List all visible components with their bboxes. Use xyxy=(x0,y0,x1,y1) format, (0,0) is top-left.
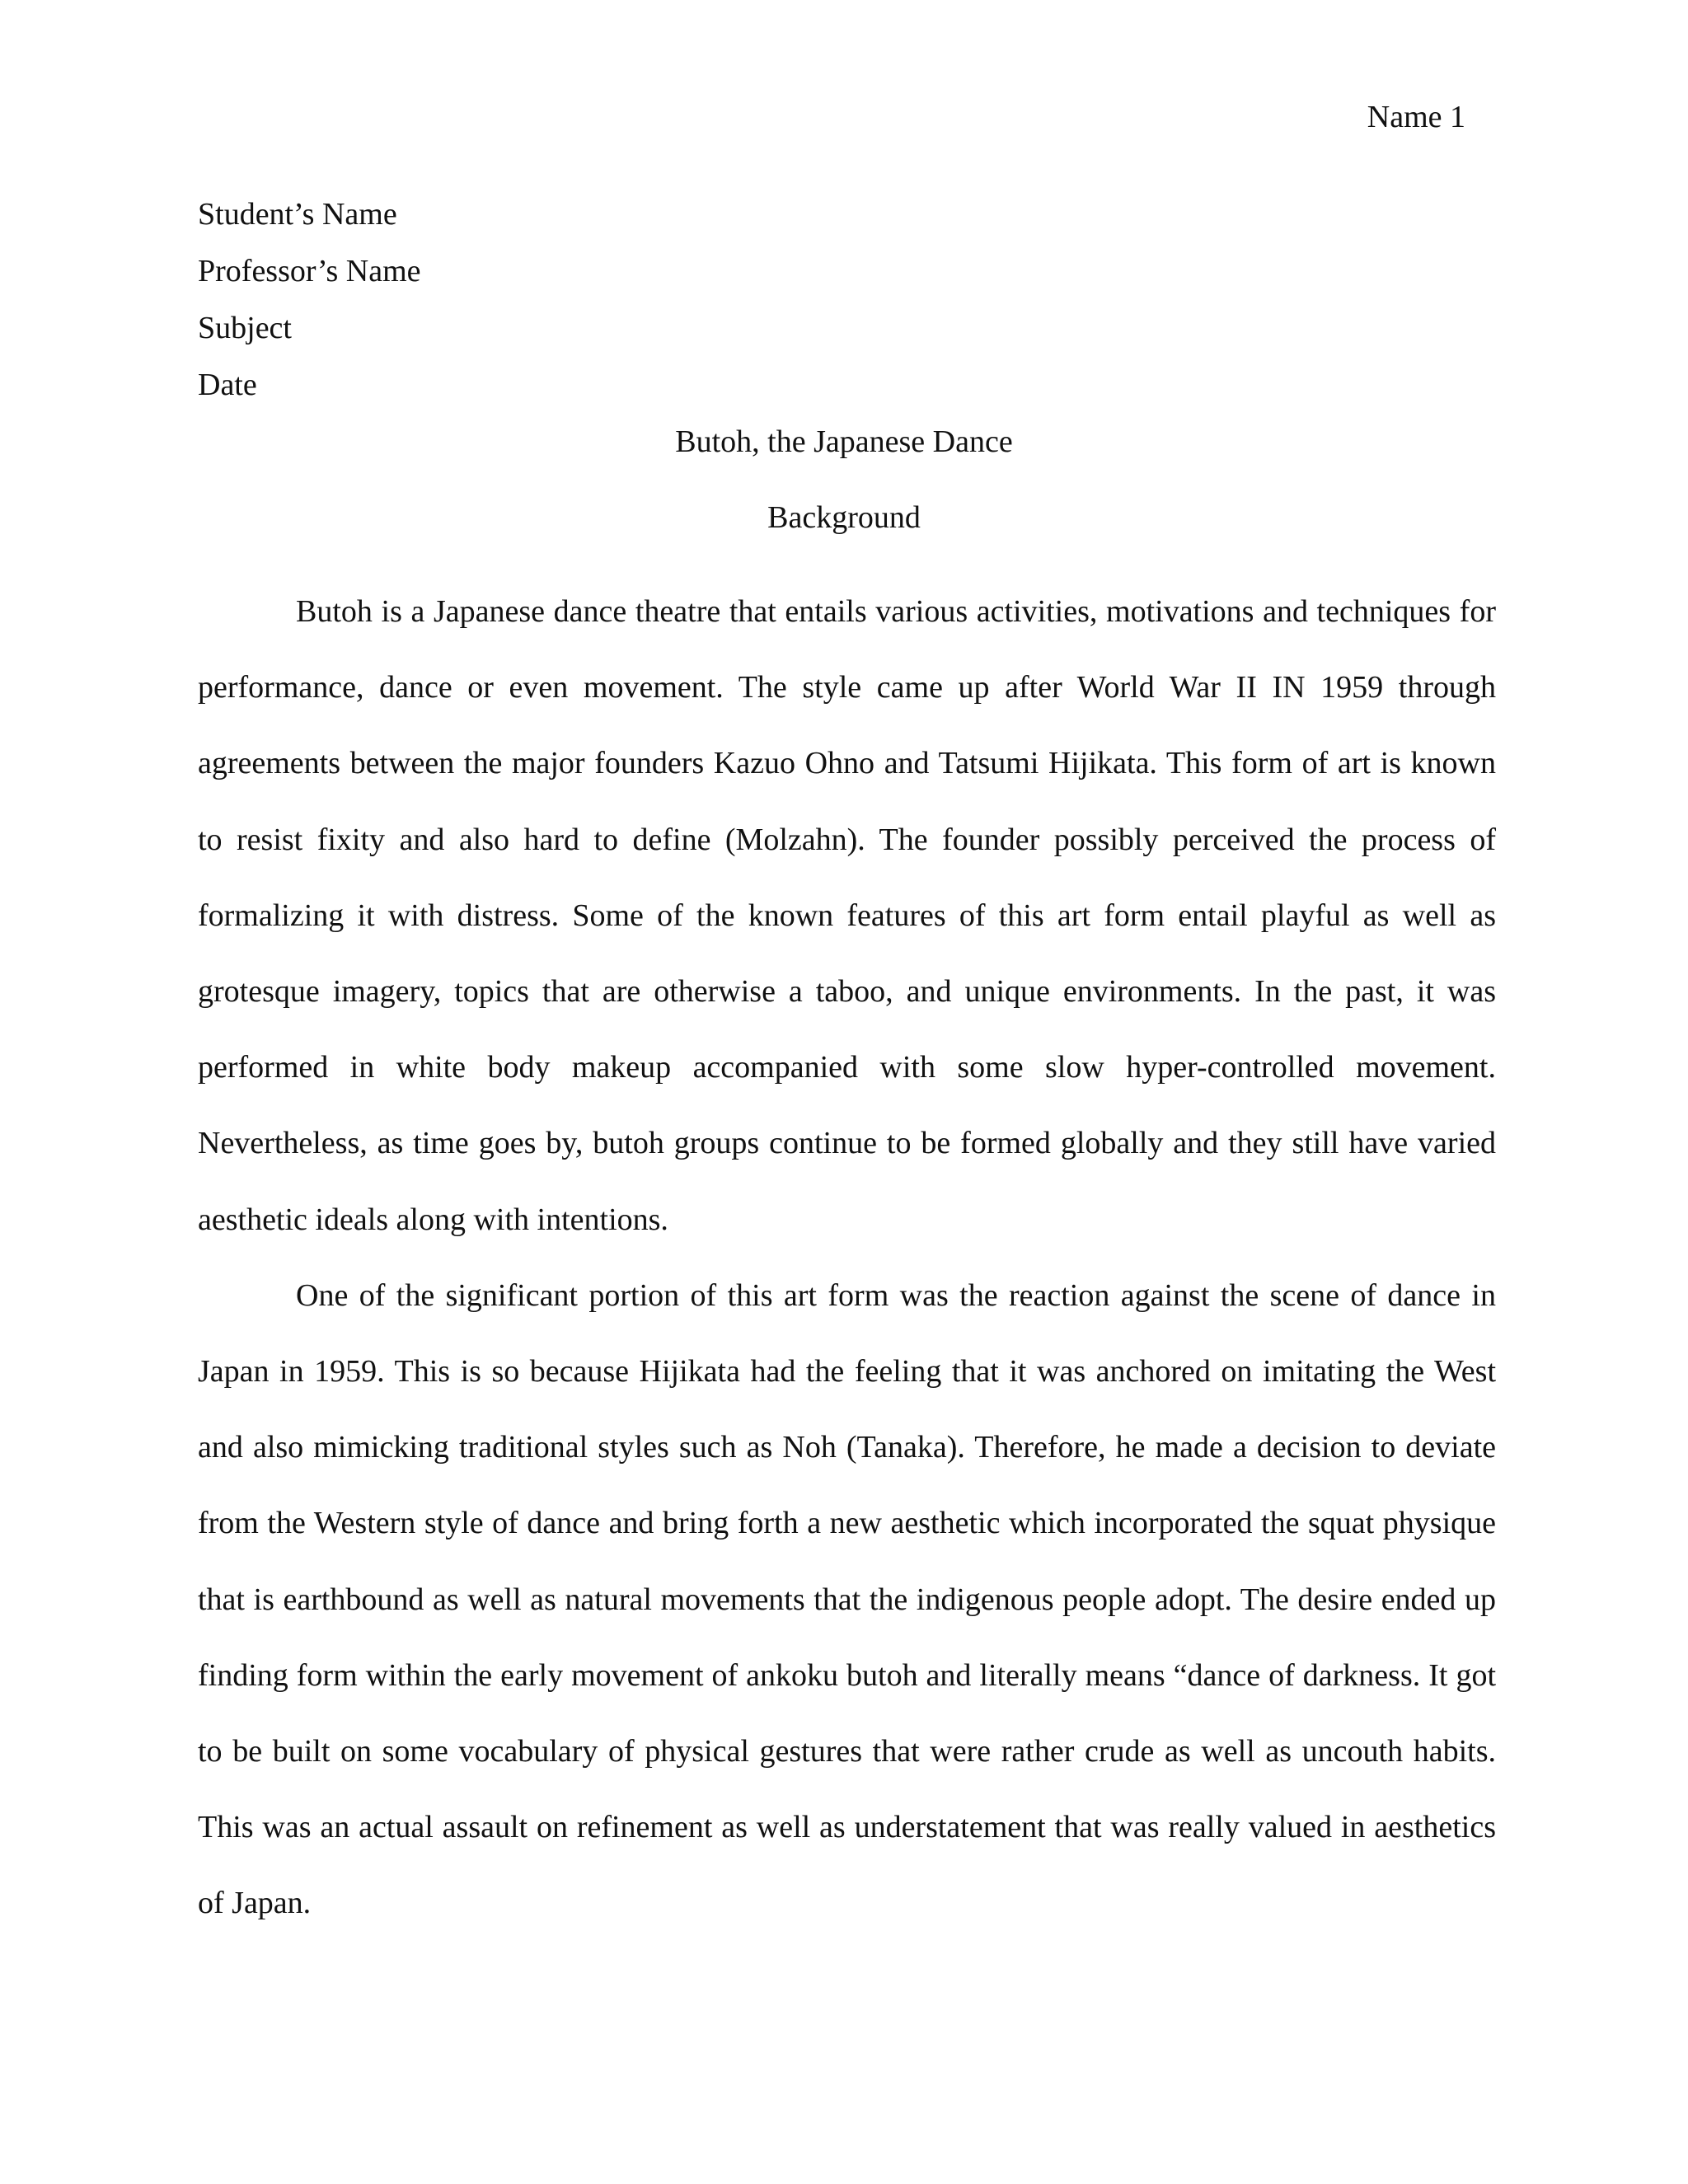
section-heading: Background xyxy=(767,500,921,535)
date: Date xyxy=(198,368,257,402)
professor-name: Professor’s Name xyxy=(198,254,421,288)
document-title: Butoh, the Japanese Dance xyxy=(675,424,1013,459)
body-text xyxy=(198,574,1496,1942)
student-name: Student’s Name xyxy=(198,197,397,232)
mla-heading xyxy=(198,194,1492,422)
running-head: Name 1 xyxy=(1367,100,1465,134)
paragraph: One of the significant portion of this art form was the reaction against the scene of dance in Japan in 1959. This is so because Hijikata had the feeling that it was anchored on imitating the West and also mimicking traditional styles such as Noh (Tanaka). Therefore, he made a decision to deviate from the Western style of dance and bring forth a new aesthetic which incorporated the squat physique that is earthbound as well as natural movements that the indigenous people adopt. The desire ended up finding form within the early movement of ankoku butoh and literally means “dance of darkness. It got to be built on some vocabulary of physical gestures that were rather crude as well as uncouth habits. This was an actual assault on refinement as well as understatement that was really valued in aesthetics of Japan. xyxy=(198,1277,1496,1921)
subject: Subject xyxy=(198,311,292,345)
paragraph: Butoh is a Japanese dance theatre that entails various activities, motivations and techniques for performance, dance or even movement. The style came up after World War II IN 1959 through agreements between the major founders Kazuo Ohno and Tatsumi Hijikata. This form of art is known to resist fixity and also hard to define (Molzahn). The founder possibly perceived the process of formalizing it with distress. Some of the known features of this art form entail playful as well as grotesque imagery, topics that are otherwise a taboo, and unique environments. In the past, it was performed in white body makeup accompanied with some slow hyper-controlled movement. Nevertheless, as time goes by, butoh groups continue to be formed globally and they still have varied aesthetic ideals along with intentions. xyxy=(198,594,1496,1237)
